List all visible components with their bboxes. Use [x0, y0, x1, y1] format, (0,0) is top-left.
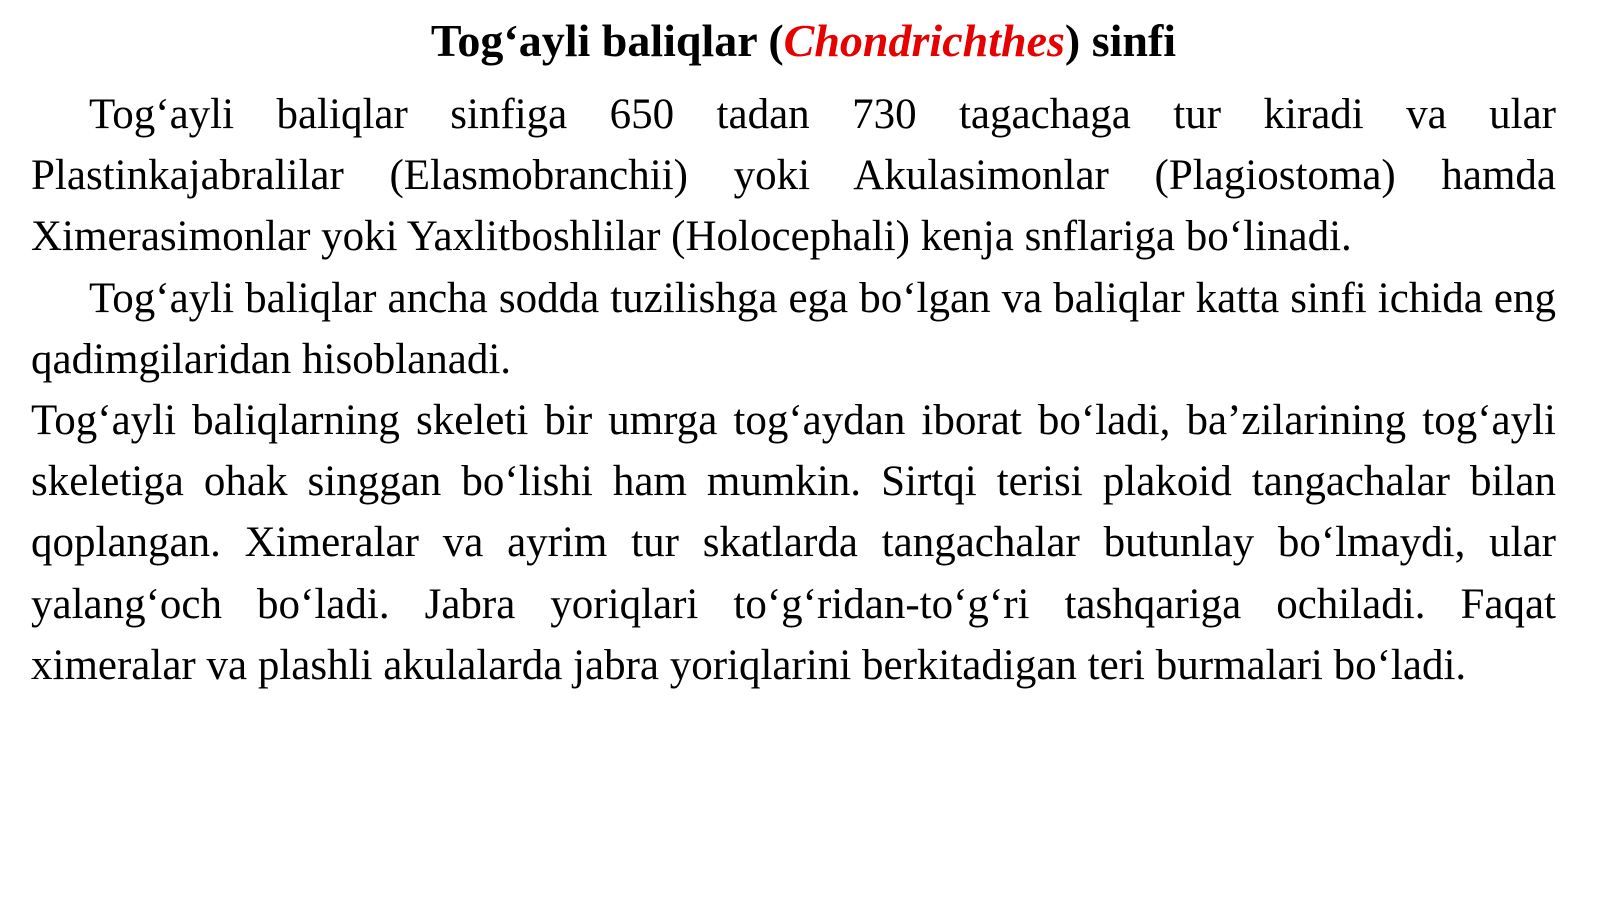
slide-title [31, 12, 1556, 70]
title-prefix: Tog‘ayli baliqlar ( [430, 15, 784, 66]
paragraph-antiquity: Tog‘ayli baliqlar ancha sodda tuzilishga ega bo‘lgan va baliqlar katta sinfi ichida eng qadimgilaridan hisoblanadi. [31, 274, 1556, 383]
paragraph-skeleton: Tog‘ayli baliqlarning skeleti bir umrga tog‘aydan iborat bo‘ladi, ba’zilarining tog‘ayli skeletiga ohak singgan bo‘lishi ham mumkin. Sirtqi terisi plakoid tangachalar bilan qoplangan. Ximeralar va ayrim tur skatlarda tangachalar butunlay bo‘lmaydi, ular yalang‘och bo‘ladi. Jabra yoriqlari to‘g‘ridan-to‘g‘ri tashqariga ochiladi. Faqat ximeralar va plashli akulalarda jabra yoriqlarini berkitadigan teri burmalari bo‘ladi. [31, 397, 1556, 689]
title-suffix: ) sinfi [1064, 15, 1177, 66]
paragraph-classification: Tog‘ayli baliqlar sinfiga 650 tadan 730 tagachaga tur kiradi va ular Plastinkajabralilar (Elasmobranchii) yoki Akulasimonlar (Plagiostoma) hamda Ximerasimonlar yoki Yaxlitboshlilar (Holocephali) kenja snflariga bo‘linadi. [31, 91, 1556, 261]
slide-body [31, 84, 1556, 696]
title-latin-name: Chondrichthes [783, 15, 1065, 66]
